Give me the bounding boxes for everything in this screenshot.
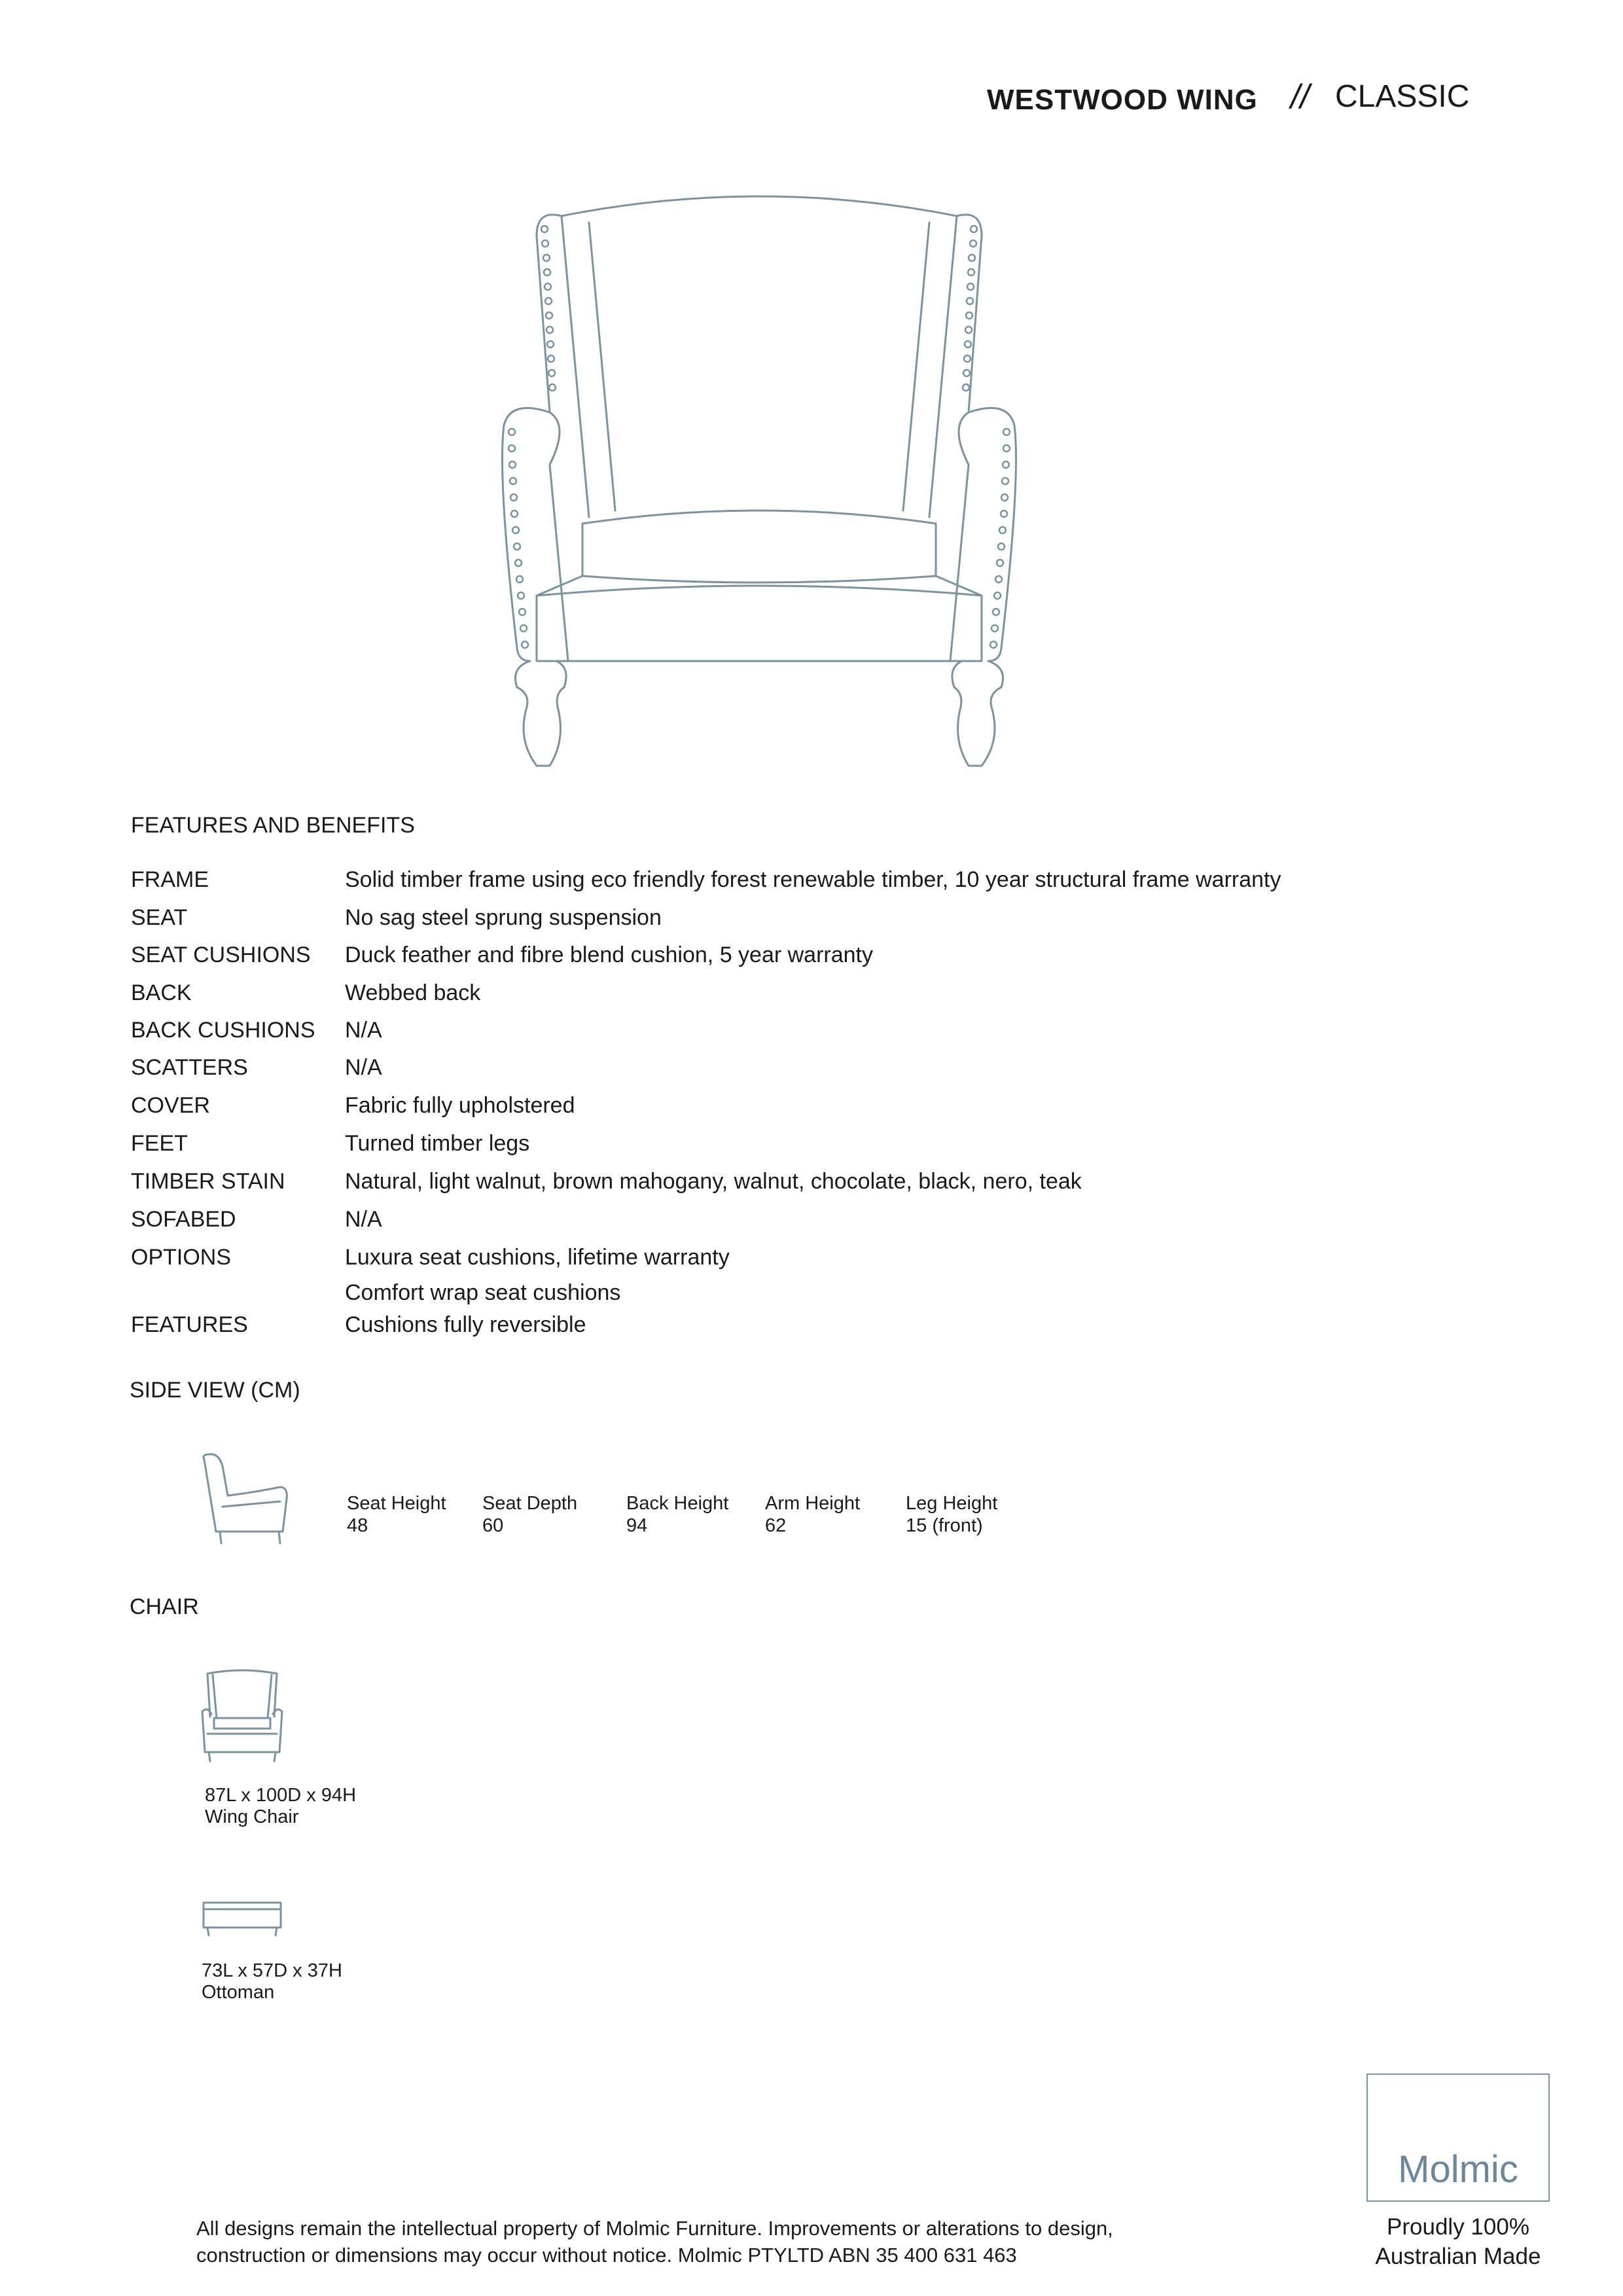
feature-value: Cushions fully reversible [345, 1312, 586, 1337]
footer-line-1: All designs remain the intellectual property of Molmic Furniture. Improvements or alterations to design, [196, 2217, 1113, 2240]
feature-label: FRAME [131, 867, 209, 892]
feature-label: FEET [131, 1131, 188, 1156]
molmic-logo [1366, 2073, 1550, 2202]
dimension-leg-height [906, 1492, 997, 1537]
feature-value: Fabric fully upholstered [345, 1093, 575, 1118]
dimension-label: Seat Height [347, 1493, 446, 1514]
dimension-back-height [626, 1492, 728, 1537]
ottoman-name: Ottoman [202, 1982, 275, 2003]
feature-value: N/A [345, 1207, 382, 1232]
wing-chair-front-illustration [484, 190, 1034, 779]
australian-made-tagline [1366, 2212, 1550, 2271]
feature-value: Webbed back [345, 980, 481, 1005]
dimension-value: 60 [482, 1515, 504, 1536]
ottoman-size: 73L x 57D x 37H [202, 1960, 342, 1981]
feature-label: SOFABED [131, 1207, 236, 1232]
tagline-line-2: Australian Made [1375, 2244, 1541, 2269]
feature-label: BACK [131, 980, 192, 1005]
wing-chair-name: Wing Chair [205, 1806, 299, 1827]
product-title: WESTWOOD WING [987, 84, 1258, 116]
feature-label: SEAT [131, 905, 188, 930]
dimension-value: 15 (front) [906, 1515, 983, 1536]
feature-value: Solid timber frame using eco friendly forest renewable timber, 10 year structural frame warranty [345, 867, 1281, 892]
dimension-label: Leg Height [906, 1493, 998, 1514]
dimension-label: Arm Height [765, 1493, 861, 1514]
feature-value: N/A [345, 1055, 382, 1080]
side-view-heading: SIDE VIEW (CM) [130, 1378, 300, 1403]
wing-chair-size: 87L x 100D x 94H [205, 1785, 357, 1806]
feature-label: FEATURES [131, 1312, 248, 1337]
footer-line-2: construction or dimensions may occur without notice. Molmic PTYLTD ABN 35 400 631 463 [196, 2244, 1017, 2267]
ottoman-icon [200, 1895, 285, 1941]
feature-value: N/A [345, 1018, 382, 1043]
wing-chair-caption [205, 1785, 356, 1828]
feature-value: Duck feather and fibre blend cushion, 5 year warranty [345, 942, 874, 967]
wing-chair-front-icon [200, 1666, 285, 1764]
logo-text: Molmic [1398, 2148, 1518, 2191]
feature-value: No sag steel sprung suspension [345, 905, 662, 930]
collection-name: CLASSIC [1335, 79, 1470, 114]
title-separator: // [1291, 78, 1310, 116]
ottoman-caption [202, 1960, 342, 2003]
feature-value: Luxura seat cushions, lifetime warranty [345, 1245, 730, 1270]
feature-value: Natural, light walnut, brown mahogany, walnut, chocolate, black, nero, teak [345, 1169, 1082, 1194]
dimension-seat-height [347, 1492, 446, 1537]
feature-value: Comfort wrap seat cushions [345, 1280, 621, 1305]
feature-label: SEAT CUSHIONS [131, 942, 311, 967]
feature-label: COVER [131, 1093, 210, 1118]
dimension-seat-depth [482, 1492, 577, 1537]
legal-footer [196, 2215, 1113, 2269]
feature-label: TIMBER STAIN [131, 1169, 285, 1194]
dimension-label: Back Height [626, 1493, 729, 1514]
features-heading: FEATURES AND BENEFITS [131, 813, 415, 838]
feature-label: OPTIONS [131, 1245, 232, 1270]
dimension-label: Seat Depth [482, 1493, 578, 1514]
chair-heading: CHAIR [130, 1594, 199, 1619]
feature-value: Turned timber legs [345, 1131, 530, 1156]
tagline-line-1: Proudly 100% [1387, 2214, 1529, 2240]
feature-label: SCATTERS [131, 1055, 248, 1080]
feature-label: BACK CUSHIONS [131, 1018, 315, 1043]
dimension-value: 48 [347, 1515, 368, 1536]
dimension-value: 94 [626, 1515, 648, 1536]
chair-side-view-icon [196, 1446, 294, 1545]
dimension-value: 62 [765, 1515, 787, 1536]
dimension-arm-height [765, 1492, 860, 1537]
